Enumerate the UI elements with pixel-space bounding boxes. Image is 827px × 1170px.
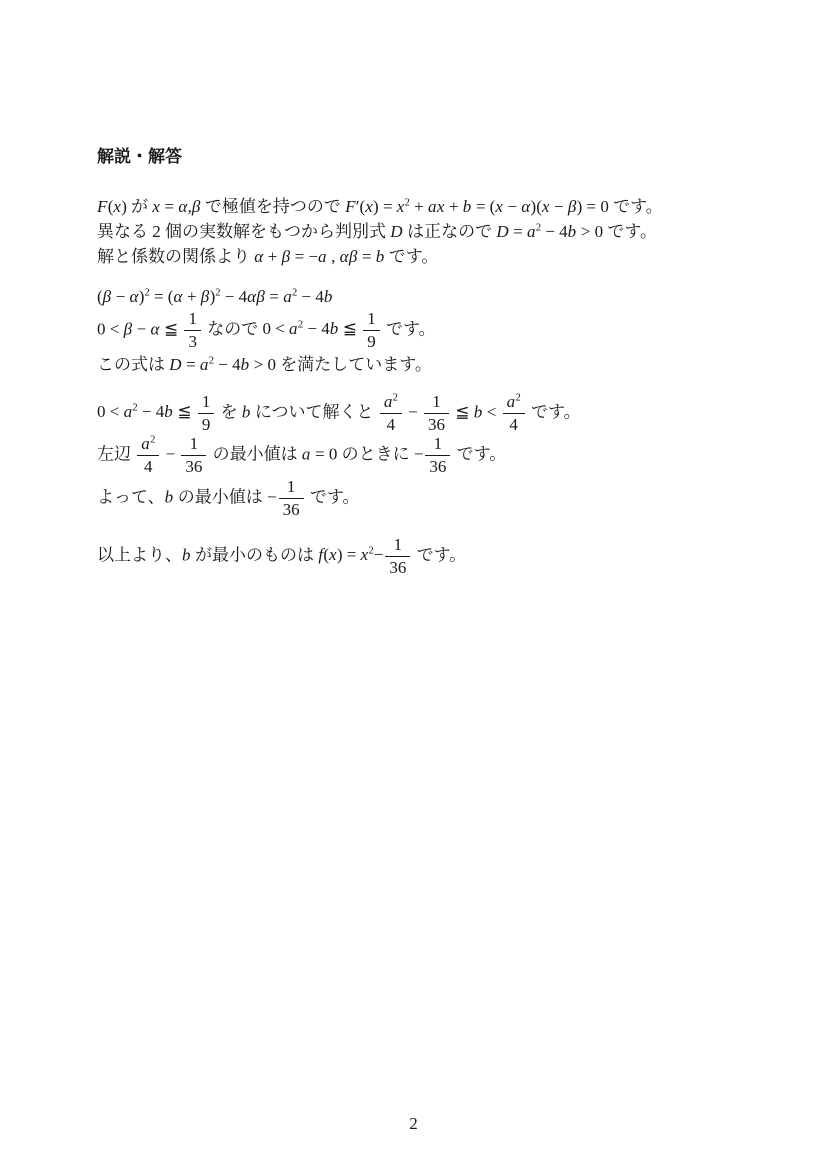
text-run: が [126, 197, 153, 216]
fraction: $\frac{a^2}{4}$ [503, 392, 525, 435]
text-run: です。 [452, 444, 507, 464]
math-run: − [266, 487, 277, 507]
text-run: です。 [381, 319, 436, 339]
text-run: について解くと [250, 401, 378, 421]
fraction: $\frac{1}{36}$ [424, 392, 449, 435]
math-run: $f(x) = x^2-$ [318, 545, 384, 564]
math-run: b [182, 545, 191, 564]
solution-line [97, 434, 713, 477]
solution-line [97, 309, 713, 352]
text-run: の最小値は [208, 444, 302, 464]
math-run: 2 [152, 222, 161, 241]
math-run: − [413, 444, 424, 464]
math-run: $(\beta - \alpha)^2 = (\alpha + \beta)^2 - 4\alpha\beta = a^2 - 4b$ [97, 287, 333, 306]
text-run: 左辺 [97, 444, 136, 464]
math-run: − [161, 444, 180, 464]
text-run: 個の実数解をもつから判別式 [160, 222, 391, 241]
solution-line [97, 219, 713, 244]
fraction: $\frac{1}{36}$ [385, 535, 410, 578]
text-run: です。 [305, 487, 360, 507]
math-run: F(x) [97, 197, 127, 216]
solution-content [97, 147, 713, 592]
solution-line [97, 392, 713, 435]
text-run: です。 [608, 197, 663, 216]
math-run: b [164, 487, 174, 507]
fraction: $\frac{1}{9}$ [363, 309, 380, 352]
text-run: です。 [603, 222, 657, 241]
text-run: を [216, 401, 242, 421]
solution-paragraph [97, 392, 713, 520]
fraction: $\frac{1}{36}$ [181, 434, 206, 477]
solution-paragraphs [97, 194, 713, 577]
text-run: 以上より、 [97, 545, 182, 564]
math-run: $D = a^2 - 4b > 0$ [169, 354, 276, 374]
text-run: この式は [97, 354, 170, 374]
fraction: $\frac{1}{36}$ [425, 434, 450, 477]
solution-line [97, 352, 713, 377]
solution-line [97, 477, 713, 520]
math-run: D [390, 222, 403, 241]
math-run: − [403, 401, 422, 421]
solution-paragraph [97, 535, 713, 578]
text-run: で極値を持つので [200, 197, 346, 216]
math-run: $0 < a^2 - 4b$ ≦ [262, 319, 362, 339]
text-run: 解と係数の関係より [97, 247, 255, 266]
text-run: は正なので [402, 222, 497, 241]
text-run: です。 [384, 247, 439, 266]
fraction: $\frac{1}{3}$ [184, 309, 201, 352]
text-run: の最小値は [173, 487, 267, 507]
page-number: 2 [409, 1114, 418, 1133]
math-run: $F'(x) = x^2$ + ax + b = (x − α)(x − β) = 0 [345, 197, 609, 216]
math-run: 0 < β − α ≦ [97, 319, 183, 339]
fraction: $\frac{a^2}{4}$ [380, 392, 402, 435]
solution-line [97, 284, 713, 309]
solution-paragraph [97, 194, 713, 269]
fraction: $\frac{1}{9}$ [198, 392, 215, 435]
math-run: $D = a^2 - 4b > 0$ [496, 222, 604, 241]
text-run: なので [202, 319, 263, 339]
math-run: b [241, 401, 251, 421]
section-heading: 解説・解答 [97, 147, 182, 167]
text-run: のときに [337, 444, 414, 464]
solution-line [97, 535, 713, 578]
text-run: よって、 [97, 487, 165, 507]
math-run: α + β = −a , αβ = b [254, 247, 385, 266]
solution-line [97, 244, 713, 269]
text-run: です。 [526, 401, 581, 421]
text-run: が最小のものは [190, 545, 319, 564]
fraction: $\frac{a^2}{4}$ [137, 434, 159, 477]
text-run: を満たしています。 [276, 354, 432, 374]
solution-paragraph [97, 284, 713, 377]
text-run: 異なる [97, 222, 153, 241]
math-run: a = 0 [301, 444, 338, 464]
text-run: です。 [412, 545, 467, 564]
solution-line [97, 194, 713, 219]
math-run: x = α,β [152, 197, 201, 216]
fraction: $\frac{1}{36}$ [279, 477, 304, 520]
math-run: $0 < a^2 - 4b$ ≦ [97, 401, 196, 421]
math-run: ≦ b < [450, 401, 501, 421]
